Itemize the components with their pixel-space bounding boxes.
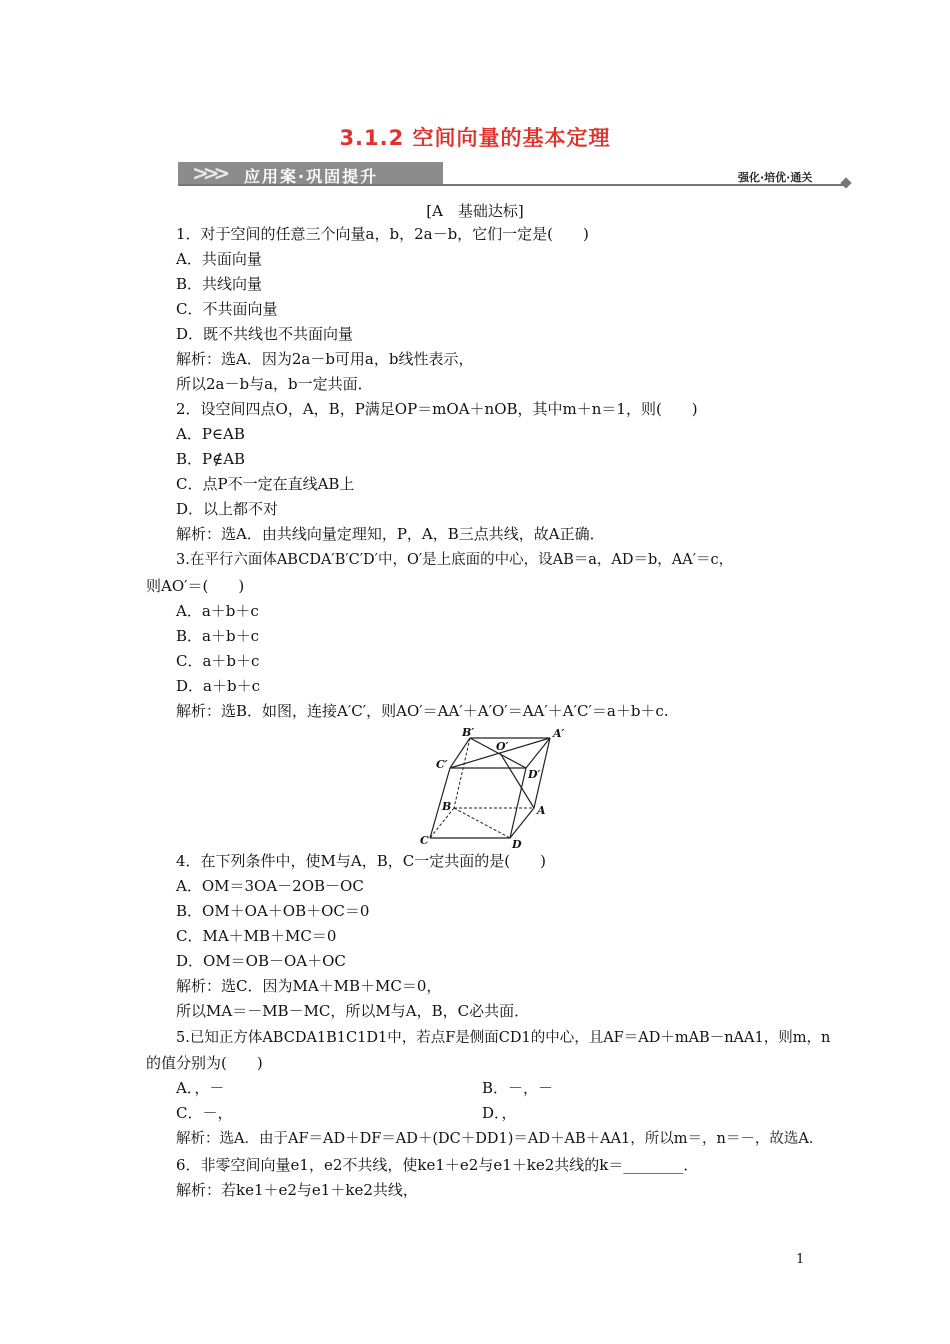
answer-line: 解析：选A．由共线向量定理知，P，A，B三点共线，故A正确．: [176, 525, 605, 543]
diamond-icon: [840, 177, 851, 188]
label-o-prime: O′: [496, 740, 509, 753]
option-line: A．OM＝3OA－2OB－OC: [176, 877, 364, 895]
option-line: B．OM＋OA＋OB＋OC＝0: [176, 902, 370, 920]
option-line: A．a＋b＋c: [176, 602, 259, 620]
answer-line: 解析：选A．由于AF＝AD＋DF＝AD＋(DC＋DD1)＝AD＋AB＋AA1，所以m＝，n＝－，故选A．: [176, 1131, 824, 1147]
option-line: B．－，－: [482, 1079, 554, 1097]
option-line: D．OM＝OB－OA＋OC: [176, 952, 346, 970]
option-line: C．a＋b＋c: [176, 652, 260, 670]
option-line: C．不共面向量: [176, 300, 278, 318]
chevron-right-icon: >>>: [192, 161, 225, 185]
section-heading: [A 基础达标]: [426, 202, 524, 220]
option-line: D．既不共线也不共面向量: [176, 325, 354, 343]
banner-right-text: 强化·培优·通关: [738, 171, 813, 184]
label-c: C: [420, 834, 429, 847]
question-2: 2．设空间四点O，A，B，P满足OP＝mOA＋nOB，其中m＋n＝1，则( ): [176, 400, 698, 418]
hidden-edge-b1-b: [454, 738, 470, 808]
option-line: B．a＋b＋c: [176, 627, 259, 645]
question-6: 6．非零空间向量e1，e2不共线，使ke1＋e2与e1＋ke2共线的k＝________．: [176, 1156, 699, 1174]
option-line: C．－，: [176, 1104, 233, 1122]
page-title: 3.1.2 空间向量的基本定理: [339, 126, 611, 150]
option-line: B．共线向量: [176, 275, 263, 293]
question-3: 3.在平行六面体ABCDA′B′C′D′中，O′是上底面的中心，设AB＝a，AD＝b，AA′＝c，: [176, 552, 734, 568]
option-line: C．点P不一定在直线AB上: [176, 475, 355, 493]
option-line: D．，: [482, 1104, 517, 1122]
option-line: A．，－: [176, 1079, 225, 1097]
option-line: A．共面向量: [176, 250, 262, 268]
option-line: A．P∈AB: [176, 425, 245, 443]
answer-line: 解析：选A．因为2a－b可用a，b线性表示，: [176, 350, 474, 368]
option-line: B．P∉AB: [176, 450, 246, 468]
answer-line: 解析：选C．因为MA＋MB＋MC＝0，: [176, 977, 442, 995]
parallelepiped-figure: [418, 726, 578, 850]
label-b-prime: B′: [462, 726, 475, 739]
section-banner: [178, 158, 898, 190]
answer-line: 解析：若ke1＋e2与e1＋ke2共线，: [176, 1181, 418, 1199]
question-4: 4．在下列条件中，使M与A，B，C一定共面的是( ): [176, 852, 546, 870]
label-a-prime: A′: [553, 727, 565, 740]
banner-left-text: 应用案·巩固提升: [244, 167, 379, 186]
option-line: D．a＋b＋c: [176, 677, 260, 695]
label-c-prime: C′: [436, 758, 448, 771]
answer-line: 所以2a－b与a，b一定共面．: [176, 375, 373, 393]
question-5: 5.已知正方体ABCDA1B1C1D1中，若点F是侧面CD1的中心，且AF＝AD＋mAB－nAA1，则m，n: [176, 1030, 831, 1046]
label-d: D: [512, 838, 522, 850]
label-d-prime: D′: [528, 768, 541, 781]
label-a: A: [537, 804, 546, 817]
question-5-cont: 的值分别为( ): [146, 1054, 263, 1072]
page-number: 1: [796, 1252, 805, 1267]
option-line: C．MA＋MB＋MC＝0: [176, 927, 337, 945]
answer-line: 解析：选B．如图，连接A′C′，则AO′＝AA′＋A′O′＝AA′＋A′C′＝a＋b＋c.: [176, 702, 669, 720]
question-1: 1．对于空间的任意三个向量a，b，2a－b，它们一定是( ): [176, 225, 589, 243]
answer-line: 所以MA＝－MB－MC，所以M与A，B，C必共面．: [176, 1002, 530, 1020]
hidden-diag-b-d: [454, 808, 510, 838]
label-b: B: [442, 800, 452, 813]
option-line: D．以上都不对: [176, 500, 279, 518]
question-3-cont: 则AO′＝( ): [146, 577, 245, 595]
